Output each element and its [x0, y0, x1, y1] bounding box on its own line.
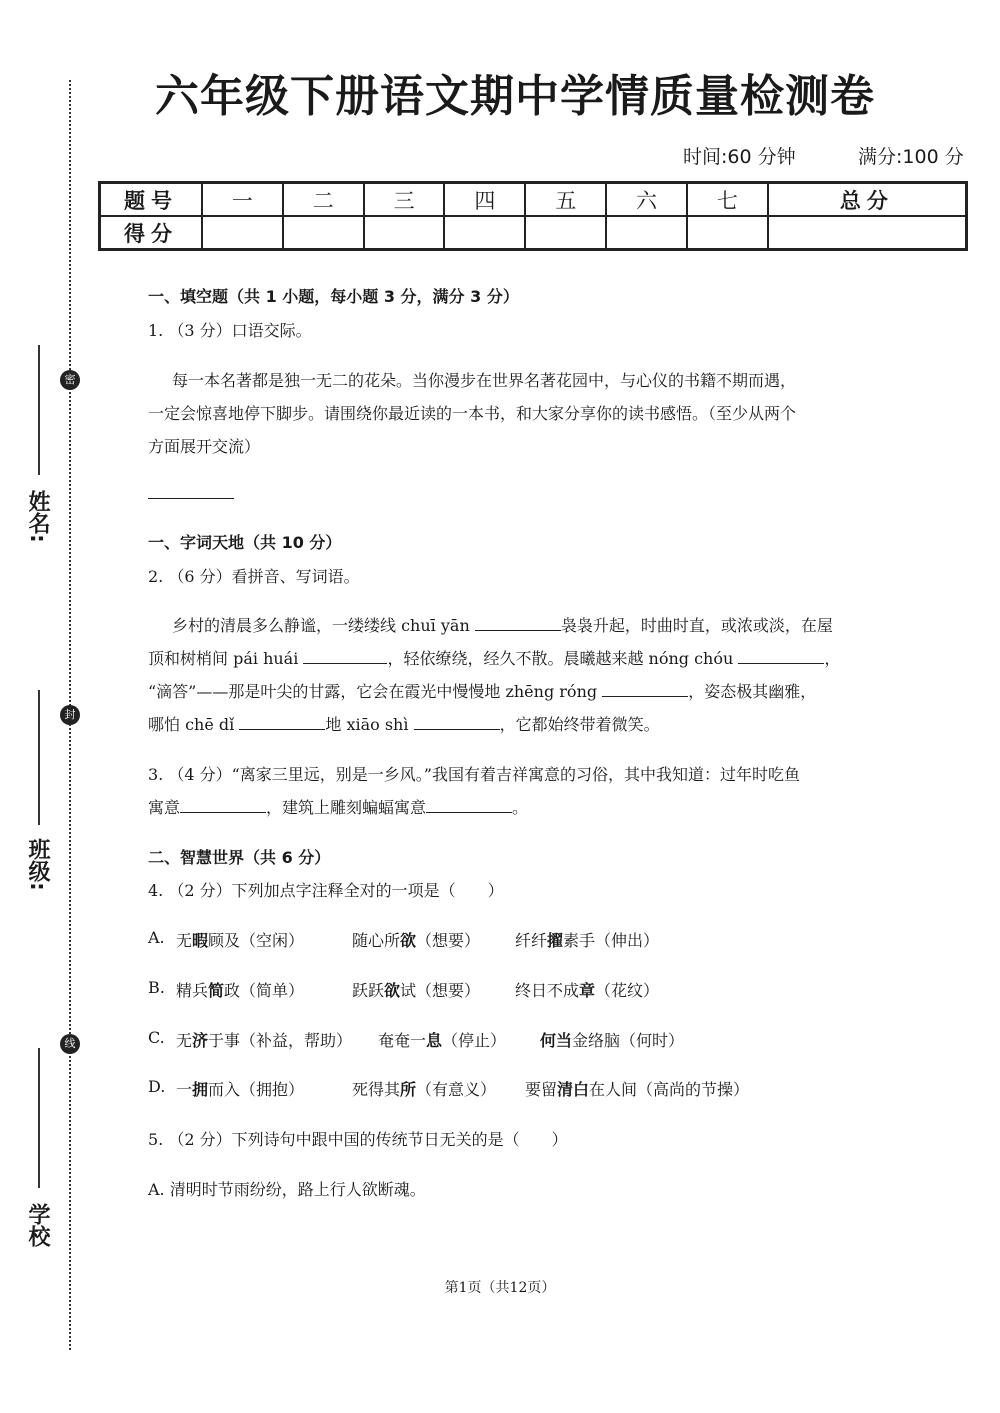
score-cell[interactable]	[687, 216, 768, 250]
option-text: 政（简单）	[224, 981, 305, 1000]
q2-text: 袅袅升起，时曲时直，或浓或淡，在屋	[560, 616, 833, 635]
option-text: 无	[176, 1031, 193, 1050]
time-limit: 时间:60 分钟	[683, 146, 796, 168]
q3-text: 。	[512, 798, 529, 817]
class-write-line	[38, 690, 40, 825]
score-cell[interactable]	[606, 216, 687, 250]
score-table-header-row	[100, 183, 967, 217]
option-text: 于事（补益，帮助）	[208, 1031, 353, 1050]
q4-option-item	[176, 1077, 304, 1100]
name-write-line	[38, 345, 40, 475]
q4-stem: 4. （2 分）下列加点字注释全对的一项是（ ）	[148, 881, 504, 900]
q2-text: ，姿态极其幽雅，	[688, 682, 817, 701]
q2-text: ，轻依缭绕，经久不散。晨曦越来越 nóng chóu	[387, 649, 739, 668]
q4-option-item	[176, 978, 304, 1001]
dotted-key-char: 济	[192, 1031, 209, 1050]
section-2-heading: 一、字词天地（共 10 分）	[148, 533, 342, 552]
section-3-heading: 二、智慧世界（共 6 分）	[148, 848, 331, 867]
col-7: 七	[687, 183, 768, 217]
option-text: 一	[176, 1080, 193, 1099]
option-text: （有意义）	[416, 1080, 497, 1099]
col-total: 总分	[768, 183, 967, 217]
q4-option-item	[378, 1028, 506, 1051]
q4-option-item	[525, 1077, 749, 1100]
option-text: （停止）	[442, 1031, 507, 1050]
score-cell[interactable]	[364, 216, 445, 250]
q2-stem: 2. （6 分）看拼音、写词语。	[148, 567, 360, 586]
q3-text: ，建筑上雕刻蝙蝠寓意	[266, 798, 427, 817]
answer-blank[interactable]	[180, 798, 266, 813]
dotted-key-char: 欲	[400, 931, 417, 950]
q4-option-item	[540, 1028, 684, 1051]
option-text: 死得其	[352, 1080, 401, 1099]
score-cell[interactable]	[525, 216, 606, 250]
school-write-line	[38, 1048, 40, 1188]
q4-option-letter[interactable]: D.	[148, 1077, 166, 1096]
q2-text: 乡村的清晨多么静谧，一缕缕线 chuī yān	[172, 616, 475, 635]
answer-blank[interactable]	[475, 616, 561, 631]
dotted-key-char: 所	[400, 1080, 417, 1099]
option-text: 精兵	[176, 981, 209, 1000]
q2-line-4	[148, 712, 660, 735]
dotted-key-char: 拥	[192, 1080, 209, 1099]
answer-blank[interactable]	[239, 715, 325, 730]
col-3: 三	[364, 183, 445, 217]
score-table	[98, 181, 968, 251]
option-text: 随心所	[352, 931, 401, 950]
dotted-key-char: 清白	[557, 1080, 590, 1099]
question-number-header: 题号	[100, 183, 203, 217]
q2-text: “滴答”——那是叶尖的甘露，它会在霞光中慢慢地 zhēng róng	[148, 682, 603, 701]
q2-text: ，它都始终带着微笑。	[499, 715, 660, 734]
answer-blank[interactable]	[414, 715, 500, 730]
q1-answer-blank[interactable]	[148, 498, 234, 499]
q4-option-item	[515, 928, 659, 951]
q1-line-1: 每一本名著都是独一无二的花朵。当你漫步在世界名著花园中，与心仪的书籍不期而遇，	[172, 371, 797, 390]
score-cell[interactable]	[444, 216, 525, 250]
score-cell[interactable]	[283, 216, 364, 250]
q1-stem: 1. （3 分）口语交际。	[148, 321, 312, 340]
option-text: 纤纤	[515, 931, 548, 950]
q3-text: 寓意	[148, 798, 181, 817]
option-text: 终日不成	[515, 981, 580, 1000]
dotted-key-char: 息	[426, 1031, 443, 1050]
school-label: 学校	[25, 1203, 50, 1247]
q4-option-item	[352, 1077, 496, 1100]
q3-line-1: 3. （4 分）“离家三里远，别是一乡风。”我国有着吉祥寓意的习俗，其中我知道：过年时吃鱼	[148, 765, 800, 784]
score-cell-total[interactable]	[768, 216, 967, 250]
seal-char-mi: 密	[60, 370, 80, 390]
class-label: 班级:	[25, 838, 50, 891]
answer-blank[interactable]	[738, 649, 824, 664]
answer-blank[interactable]	[303, 649, 387, 664]
dotted-key-char: 擢	[547, 931, 564, 950]
option-text: （想要）	[416, 931, 481, 950]
q1-line-3: 方面展开交流）	[148, 437, 261, 456]
dotted-key-char: 暇	[192, 931, 209, 950]
q2-line-1	[172, 613, 833, 636]
page-title: 六年级下册语文期中学情质量检测卷	[155, 71, 875, 122]
option-text: 试（想要）	[400, 981, 481, 1000]
option-text: 金络脑（何时）	[572, 1031, 685, 1050]
q4-option-item	[176, 928, 304, 951]
section-1-heading: 一、填空题（共 1 小题，每小题 3 分，满分 3 分）	[148, 287, 519, 306]
q2-line-2	[148, 646, 840, 669]
q3-line-2	[148, 795, 528, 818]
q5-option-a[interactable]: A. 清明时节雨纷纷，路上行人欲断魂。	[148, 1180, 426, 1199]
q5-stem: 5. （2 分）下列诗句中跟中国的传统节日无关的是（ ）	[148, 1130, 568, 1149]
dotted-key-char: 章	[579, 981, 596, 1000]
option-text: 素手（伸出）	[563, 931, 660, 950]
option-text: （花纹）	[595, 981, 660, 1000]
q4-option-item	[352, 928, 480, 951]
option-text: 在人间（高尚的节操）	[589, 1080, 750, 1099]
col-1: 一	[202, 183, 283, 217]
q2-text: 顶和树梢间 pái huái	[148, 649, 304, 668]
dotted-key-char: 欲	[384, 981, 401, 1000]
option-text: 奄奄一	[378, 1031, 427, 1050]
q4-option-item	[515, 978, 659, 1001]
q2-text: 哪怕 chē dǐ	[148, 715, 240, 734]
col-5: 五	[525, 183, 606, 217]
seal-char-xian: 线	[60, 1034, 80, 1054]
score-cell[interactable]	[202, 216, 283, 250]
q4-option-letter[interactable]: A.	[148, 928, 165, 947]
col-4: 四	[444, 183, 525, 217]
col-2: 二	[283, 183, 364, 217]
seal-char-feng: 封	[60, 705, 80, 725]
name-label: 姓名:	[25, 490, 50, 543]
option-text: 而入（拥抱）	[208, 1080, 305, 1099]
option-text: 顾及（空闲）	[208, 931, 305, 950]
q4-option-letter[interactable]: B.	[148, 978, 165, 997]
col-6: 六	[606, 183, 687, 217]
answer-blank[interactable]	[426, 798, 512, 813]
answer-blank[interactable]	[602, 682, 688, 697]
page-footer: 第1页（共12页）	[444, 1280, 556, 1296]
option-text: 跃跃	[352, 981, 385, 1000]
q4-option-item	[352, 978, 480, 1001]
score-table-score-row	[100, 216, 967, 250]
option-text: 要留	[525, 1080, 558, 1099]
q4-option-letter[interactable]: C.	[148, 1028, 165, 1047]
dotted-key-char: 何当	[540, 1031, 573, 1050]
score-header: 得分	[100, 216, 203, 250]
dotted-key-char: 简	[208, 981, 225, 1000]
q4-option-item	[176, 1028, 352, 1051]
q1-line-2: 一定会惊喜地停下脚步。请围绕你最近读的一本书，和大家分享你的读书感悟。（至少从两个	[148, 404, 797, 423]
q2-line-3	[148, 679, 816, 702]
q2-text: ，	[824, 649, 841, 668]
q2-text: 地 xiāo shì	[325, 715, 414, 734]
option-text: 无	[176, 931, 193, 950]
full-score: 满分:100 分	[858, 146, 964, 168]
